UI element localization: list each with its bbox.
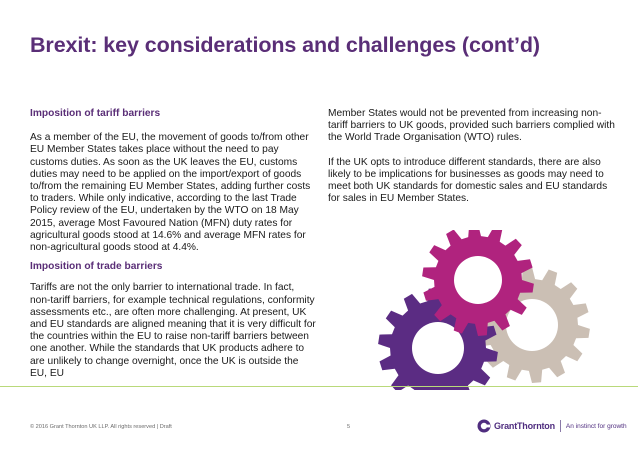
grant-thornton-logo <box>477 417 627 435</box>
trade-barriers-paragraph: Tariffs are not the only barrier to international trade. In fact, non-tariff barriers, for example technical regulations, conformity assessments etc., are often more challenging. At present, UK and EU standards are aligned meaning that it is very difficult for the countries within the EU to raise non-tariff barriers between one another. While the standards that UK products adhere to are unlikely to change overnight, once the UK is outside the EU, EU <box>30 282 316 379</box>
slide-title: Brexit: key considerations and challenges (cont’d) <box>30 33 540 57</box>
tariff-barriers-heading: Imposition of tariff barriers <box>30 108 161 119</box>
logo-mark-icon <box>477 419 491 433</box>
right-paragraph-1: Member States would not be prevented from increasing non-tariff barriers to UK goods, provided such barriers complied with the World Trade Organisation (WTO) rules. <box>328 108 615 144</box>
left-column <box>30 108 316 387</box>
tariff-barriers-paragraph: As a member of the EU, the movement of goods to/from other EU Member States takes place without the need to pay customs duties. As soon as the UK leaves the EU, customs duties may need to be applied on the import/export of goods to/from the remaining EU Member States, adding further costs to traders. While only indicative, according to the last Trade Policy review of the EU, undertaken by the WTO on 18 May 2015, average Most Favoured Nation (MFN) duty rates for agricultural goods stood at 14.6% and average MFN rates for non-agricultural goods stood at 4.4%. <box>30 132 311 254</box>
footer-divider <box>0 386 638 387</box>
copyright-text: © 2016 Grant Thornton UK LLP. All rights reserved | Draft <box>30 424 172 430</box>
right-column <box>328 108 620 212</box>
logo-name: GrantThornton <box>494 421 555 431</box>
interlocking-gears-illustration <box>330 230 630 390</box>
right-paragraph-2: If the UK opts to introduce different standards, there are also likely to be implications for businesses as goods may need to meet both UK standards for domestic sales and EU standards for sales in EU Member States. <box>328 156 608 205</box>
magenta-gear-hole <box>454 256 502 304</box>
trade-barriers-heading: Imposition of trade barriers <box>30 261 163 273</box>
logo-tagline: An instinct for growth <box>565 422 627 430</box>
logo-separator <box>560 420 561 432</box>
gears-svg <box>330 230 630 390</box>
page-number: 5 <box>347 424 351 430</box>
